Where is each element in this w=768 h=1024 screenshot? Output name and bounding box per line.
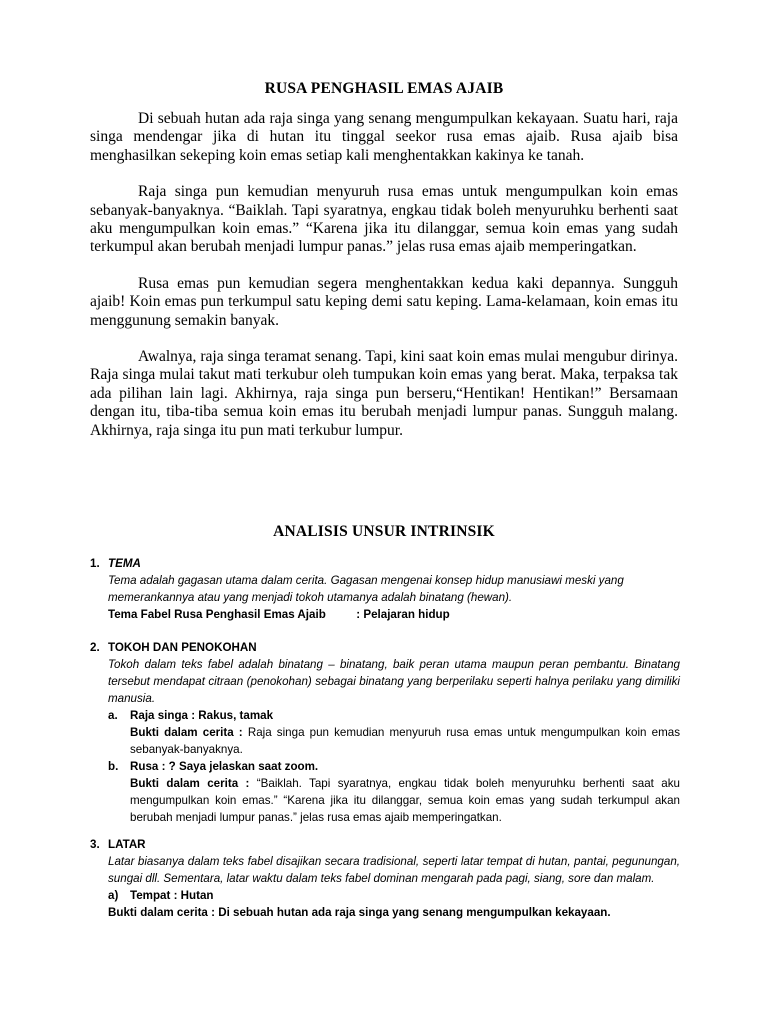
character-item	[108, 707, 680, 724]
section-definition: Latar biasanya dalam teks fabel disajikan secara tradisional, seperti latar tempat di hutan, pantai, pegunungan, sungai dll. Sementara, latar waktu dalam teks fabel dominan mengarah pada pagi, siang, sore dan malam.	[108, 855, 680, 885]
section-heading	[90, 639, 680, 656]
item-title: Tempat : Hutan	[130, 889, 214, 902]
story-paragraph: Rusa emas pun kemudian segera menghentakkan kedua kaki depannya. Sungguh ajaib! Koin emas pun terkumpul satu keping demi satu keping. Lama-kelamaan, koin emas itu menggunung semakin banyak.	[90, 274, 678, 329]
section-number: 3.	[90, 838, 100, 851]
section-tokoh	[90, 639, 680, 826]
section-heading	[90, 836, 680, 853]
tema-summary	[108, 606, 680, 623]
story-title: RUSA PENGHASIL EMAS AJAIB	[264, 80, 504, 97]
setting-item	[108, 887, 680, 904]
section-title: TEMA	[108, 557, 141, 570]
section-title: TOKOH DAN PENOKOHAN	[108, 641, 257, 654]
story-paragraph: Awalnya, raja singa teramat senang. Tapi, kini saat koin emas mulai mengubur dirinya. Raja singa mulai takut mati terkubur oleh tumpukan koin emas yang berat. Maka, terpaksa tak ada pilihan lain lagi. Akhirnya, raja singa pun berseru,“Hentikan! Hentikan!” Bersamaan dengan itu, tiba-tiba semua koin emas itu berubah menjadi lumpur panas. Sungguh malang. Akhirnya, raja singa itu pun mati terkubur lumpur.	[90, 348, 678, 439]
item-evidence	[130, 724, 680, 758]
evidence-label: Bukti dalam cerita :	[130, 726, 243, 739]
section-number: 2.	[90, 641, 100, 654]
evidence-text: Di sebuah hutan ada raja singa yang senang mengumpulkan kekayaan.	[218, 906, 611, 919]
section-latar	[90, 836, 680, 921]
item-letter: b.	[108, 760, 119, 773]
story-paragraph: Di sebuah hutan ada raja singa yang senang mengumpulkan kekayaan. Suatu hari, raja singa mendengar jika di hutan itu tinggal seekor rusa emas ajaib. Rusa ajaib bisa menghasilkan sekeping koin emas setiap kali menghentakkan kakinya ke tanah.	[90, 110, 678, 164]
item-evidence	[130, 775, 680, 826]
evidence-label: Bukti dalam cerita :	[130, 777, 250, 790]
evidence-text: Raja singa pun kemudian menyuruh rusa emas untuk mengumpulkan koin emas sebanyak-banyaknya.	[130, 726, 680, 756]
analysis-title: ANALISIS UNSUR INTRINSIK	[273, 523, 495, 540]
tema-summary-separator: :	[356, 608, 361, 621]
section-title: LATAR	[108, 838, 146, 851]
section-definition: Tema adalah gagasan utama dalam cerita. Gagasan mengenai konsep hidup manusiawi meski yang memerankannya atau yang menjadi tokoh utamanya adalah binatang (hewan).	[108, 574, 624, 604]
item-letter: a)	[108, 889, 119, 902]
evidence-label: Bukti dalam cerita :	[108, 906, 215, 919]
story-paragraph: Raja singa pun kemudian menyuruh rusa emas untuk mengumpulkan koin emas sebanyak-banyaknya. “Baiklah. Tapi syaratnya, engkau tidak boleh menyuruhku berhenti saat aku mengumpulkan koin emas.” “Karena jika itu dilanggar, semua koin emas yang sudah terkumpul akan berubah menjadi lumpur panas.” jelas rusa emas ajaib memperingatkan.	[90, 183, 678, 256]
item-title: Rusa : ? Saya jelaskan saat zoom.	[130, 760, 319, 773]
item-evidence	[108, 904, 680, 921]
tema-summary-label: Tema Fabel Rusa Penghasil Emas Ajaib	[108, 608, 326, 621]
character-item	[108, 758, 680, 775]
section-heading	[90, 555, 680, 572]
tema-summary-value: Pelajaran hidup	[363, 608, 450, 621]
story-body	[90, 110, 678, 458]
item-letter: a.	[108, 709, 118, 722]
section-definition: Tokoh dalam teks fabel adalah binatang – binatang, baik peran utama maupun peran pembantu. Binatang tersebut mendapat citraan (penokohan) sebagai binatang yang berperilaku seperti halnya perilaku yang dimiliki manusia.	[108, 658, 680, 705]
item-title: Raja singa : Rakus, tamak	[130, 709, 274, 722]
evidence-text: “Baiklah. Tapi syaratnya, engkau tidak boleh menyuruhku berhenti saat aku mengumpulkan koin emas.” “Karena jika itu dilanggar, semua koin emas yang sudah terkumpul akan berubah menjadi lumpur panas.” jelas rusa emas ajaib memperingatkan.	[130, 777, 680, 824]
section-number: 1.	[90, 557, 100, 570]
section-tema	[90, 555, 680, 623]
